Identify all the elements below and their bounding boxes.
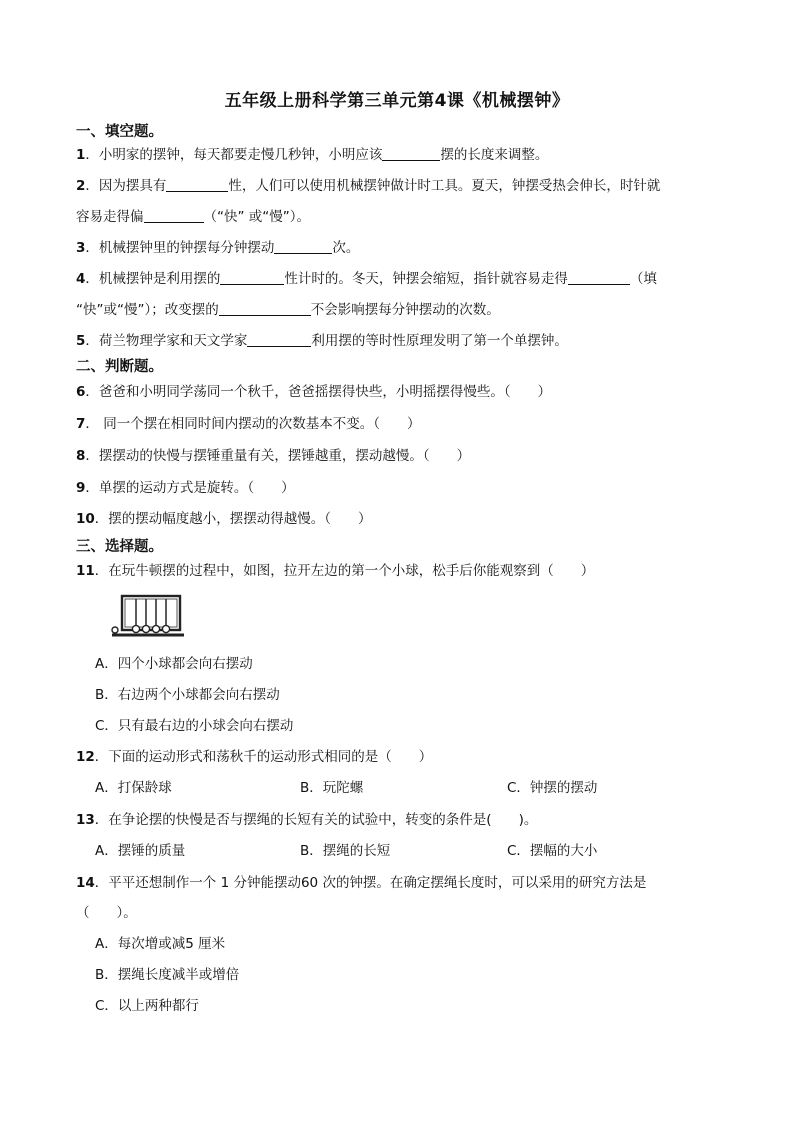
- question-4-continued: “快”或“慢”）；改变摆的 不会影响摆每分钟摆动的次数。: [76, 302, 500, 318]
- question-5: 5．荷兰物理学家和天文学家 利用摆的等时性原理发明了第一个单摆钟。: [76, 333, 568, 349]
- newtons-cradle-figure: [108, 592, 186, 642]
- question-10: 10．摆的摆动幅度越小，摆摆动得越慢。（ ）: [76, 511, 372, 527]
- answer-blank[interactable]: [144, 208, 204, 223]
- section-choice-heading: 三、选择题。: [76, 539, 163, 555]
- q11-option-a[interactable]: A．四个小球都会向右摆动: [95, 656, 253, 672]
- q11-option-b[interactable]: B．右边两个小球都会向右摆动: [95, 687, 280, 703]
- question-6: 6．爸爸和小明同学荡同一个秋千，爸爸摇摆得快些，小明摇摆得慢些。（ ）: [76, 384, 552, 400]
- section-judge-heading: 二、判断题。: [76, 359, 163, 375]
- question-2: 2．因为摆具有 性，人们可以使用机械摆钟做计时工具。夏天，钟摆受热会伸长，时针就: [76, 178, 661, 194]
- q14-option-a[interactable]: A．每次增或减5 厘米: [95, 936, 226, 952]
- question-13: 13．在争论摆的快慢是否与摆绳的长短有关的试验中，转变的条件是( )。: [76, 812, 538, 828]
- answer-blank[interactable]: [247, 332, 311, 347]
- q11-option-c[interactable]: C．只有最右边的小球会向右摆动: [95, 718, 294, 734]
- answer-blank[interactable]: [274, 239, 332, 254]
- question-4: 4．机械摆钟是利用摆的 性计时的。冬天，钟摆会缩短，指针就容易走得 （填: [76, 271, 657, 287]
- q13-option-b[interactable]: B．摆绳的长短: [300, 843, 391, 859]
- q12-option-b[interactable]: B．玩陀螺: [300, 780, 364, 796]
- answer-blank[interactable]: [382, 146, 440, 161]
- q13-option-c[interactable]: C．摆幅的大小: [507, 843, 598, 859]
- question-3: 3．机械摆钟里的钟摆每分钟摆动 次。: [76, 240, 360, 256]
- answer-blank[interactable]: [568, 270, 630, 285]
- page-title: 五年级上册科学第三单元第4课《机械摆钟》: [224, 91, 570, 111]
- question-2-continued: 容易走得偏 （“快” 或“慢”）。: [76, 209, 311, 225]
- q14-option-c[interactable]: C．以上两种都行: [95, 998, 199, 1014]
- q13-option-a[interactable]: A．摆锤的质量: [95, 843, 186, 859]
- q12-option-c[interactable]: C．钟摆的摆动: [507, 780, 598, 796]
- question-11: 11．在玩牛顿摆的过程中，如图，拉开左边的第一个小球，松手后你能观察到（ ）: [76, 563, 595, 579]
- answer-blank[interactable]: [219, 301, 311, 316]
- question-7: 7． 同一个摆在相同时间内摆动的次数基本不变。（ ）: [76, 416, 421, 432]
- question-1: 1．小明家的摆钟，每天都要走慢几秒钟，小明应该 摆的长度来调整。: [76, 147, 549, 163]
- answer-blank[interactable]: [166, 177, 228, 192]
- question-8: 8．摆摆动的快慢与摆锤重量有关，摆锤越重，摆动越慢。（ ）: [76, 448, 471, 464]
- question-14: 14．平平还想制作一个 1 分钟能摆动60 次的钟摆。在确定摆绳长度时，可以采用的研究方法是: [76, 875, 647, 891]
- answer-blank[interactable]: [220, 270, 284, 285]
- section-fill-heading: 一、填空题。: [76, 124, 163, 140]
- q12-option-a[interactable]: A．打保龄球: [95, 780, 172, 796]
- q14-option-b[interactable]: B．摆绳长度减半或增倍: [95, 967, 240, 983]
- question-14-continued: （ ）。: [76, 905, 137, 921]
- question-12: 12．下面的运动形式和荡秋千的运动形式相同的是（ ）: [76, 749, 433, 765]
- question-9: 9．单摆的运动方式是旋转。（ ）: [76, 480, 295, 496]
